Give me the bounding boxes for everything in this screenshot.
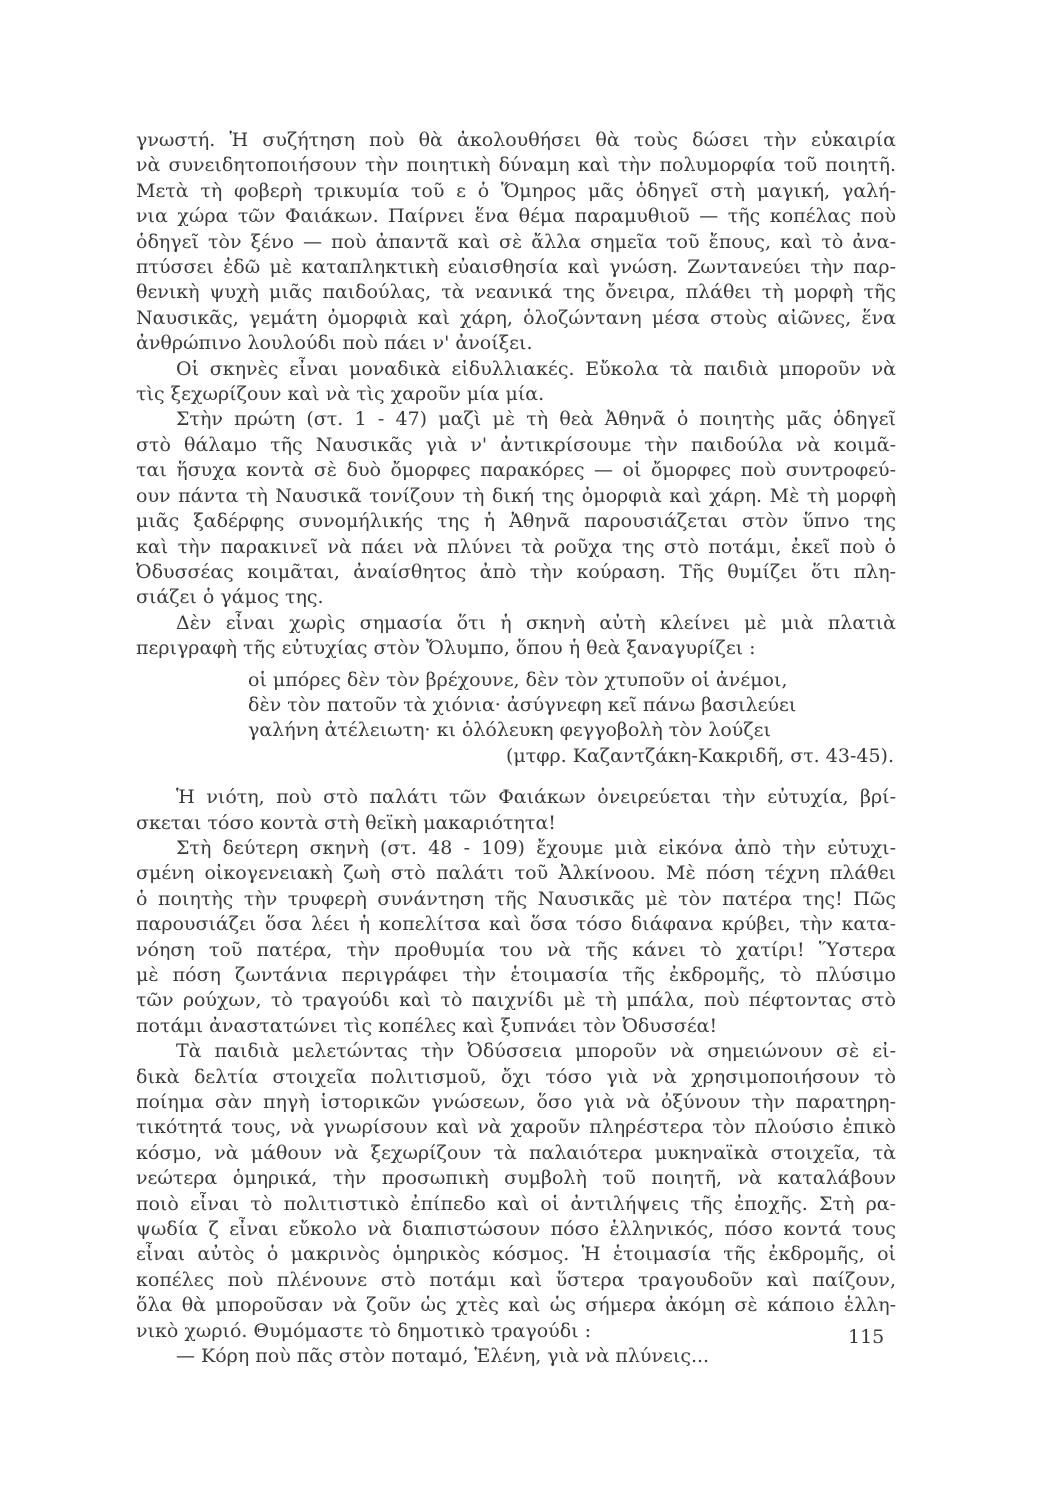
paragraph-4	[136, 611, 896, 662]
text-line: σμένη οἰκογενειακὴ ζωὴ στὸ παλάτι τοῦ Ἀλκίνοου. Μὲ πόση τέχνη πλάθει	[136, 862, 896, 885]
text-line: Τὰ παιδιὰ μελετώντας τὴν Ὀδύσσεια μποροῦν νὰ σημειώνουν σὲ εἰ-	[176, 1040, 896, 1063]
text-line: δικὰ δελτία στοιχεῖα πολιτισμοῦ, ὄχι τόσο γιὰ νὰ χρησιμοποιήσουν τὸ	[136, 1065, 896, 1088]
text-line: θενικὴ ψυχὴ μιᾶς παιδούλας, τὰ νεανικά της ὄνειρα, πλάθει τὴ μορφὴ τῆς	[136, 281, 896, 304]
text-line: πτύσσει ἐδῶ μὲ καταπληκτικὴ εὐαισθησία καὶ γνώση. Ζωντανεύει τὴν παρ-	[136, 256, 896, 279]
poem-credit: (μτφρ. Καζαντζάκη-Κακριδῆ, στ. 43-45).	[505, 744, 894, 767]
text-line: ται ἥσυχα κοντὰ σὲ δυὸ ὄμορφες παρακόρες — οἱ ὄμορφες ποὺ συντροφεύ-	[136, 459, 896, 482]
text-line: καὶ τὴν παρακινεῖ νὰ πάει νὰ πλύνει τὰ ροῦχα της στὸ ποτάμι, ἐκεῖ ποὺ ὁ	[136, 535, 896, 558]
text-line: ὁδηγεῖ τὸν ξένο — ποὺ ἀπαντᾶ καὶ σὲ ἄλλα σημεῖα τοῦ ἔπους, καὶ τὸ ἀνα-	[136, 230, 896, 253]
spacer	[136, 775, 896, 785]
text-line: τὶς ξεχωρίζουν καὶ νὰ τὶς χαροῦν μία μία.	[136, 383, 545, 406]
song-quote	[136, 1344, 896, 1369]
text-line: ποίημα σὰν πηγὴ ἱστορικῶν γνώσεων, ὅσο γιὰ νὰ ὀξύνουν τὴν παρατηρη-	[136, 1091, 896, 1114]
text-line: Ὀδυσσέας κοιμᾶται, ἀναίσθητος ἀπὸ τὴν κούραση. Τῆς θυμίζει ὅτι πλη-	[136, 560, 896, 583]
poem-line: γαλήνη ἀτέλειωτη· κι ὁλόλευκη φεγγοβολὴ τὸν λούζει	[248, 719, 771, 742]
text-line: Στὴ δεύτερη σκηνὴ (στ. 48 - 109) ἔχουμε μιὰ εἰκόνα ἀπὸ τὴν εὐτυχι-	[176, 836, 896, 859]
text-line: περιγραφὴ τῆς εὐτυχίας στὸν Ὄλυμπο, ὅπου ἡ θεὰ ξαναγυρίζει :	[136, 637, 756, 660]
text-line: ουν πάντα τὴ Ναυσικᾶ τονίζουν τὴ δική της ὀμορφιὰ καὶ χάρη. Μὲ τὴ μορφὴ	[136, 484, 896, 507]
text-line: στὸ θάλαμο τῆς Ναυσικᾶς γιὰ ν' ἀντικρίσουμε τὴν παιδούλα νὰ κοιμᾶ-	[136, 433, 896, 456]
text-line: Ναυσικᾶς, γεμάτη ὀμορφιὰ καὶ χάρη, ὁλοζώντανη μέσα στοὺς αἰῶνες, ἕνα	[136, 306, 896, 329]
text-line: μιᾶς ξαδέρφης συνομήλικής της ἡ Ἀθηνᾶ παρουσιάζεται στὸν ὕπνο της	[136, 510, 896, 533]
text-line: ὁ ποιητὴς τὴν τρυφερὴ συνάντηση τῆς Ναυσικᾶς μὲ τὸν πατέρα της! Πῶς	[136, 887, 896, 910]
text-line: κόσμο, νὰ μάθουν νὰ ξεχωρίζουν τὰ παλαιότερα μυκηναϊκὰ στοιχεῖα, τὰ	[136, 1141, 896, 1164]
text-line: Ἡ νιότη, ποὺ στὸ παλάτι τῶν Φαιάκων ὀνειρεύεται τὴν εὐτυχία, βρί-	[176, 786, 896, 809]
text-line: τικότητά τους, νὰ γνωρίσουν καὶ νὰ χαροῦν πληρέστερα τὸν πλούσιο ἐπικὸ	[136, 1116, 896, 1139]
song-line: — Κόρη ποὺ πᾶς στὸν ποταμό, Ἑλένη, γιὰ νὰ πλύνεις...	[176, 1345, 710, 1368]
text-line: μὲ πόση ζωντάνια περιγράφει τὴν ἑτοιμασία τῆς ἐκδρομῆς, τὸ πλύσιμο	[136, 964, 896, 986]
page-number: 115	[848, 1326, 885, 1348]
paragraph-1	[136, 128, 896, 357]
text-line: ποιὸ εἶναι τὸ πολιτιστικὸ ἐπίπεδο καὶ οἱ ἀντιλήψεις τῆς ἐποχῆς. Στὴ ρα-	[136, 1192, 896, 1215]
text-line: ἀνθρώπινο λουλούδι ποὺ πάει ν' ἀνοίξει.	[136, 332, 533, 355]
text-line: κοπέλες ποὺ πλένουνε στὸ ποτάμι καὶ ὕστερα τραγουδοῦν καὶ παίζουν,	[136, 1268, 896, 1291]
text-line: νικὸ χωριό. Θυμόμαστε τὸ δημοτικὸ τραγούδι :	[136, 1319, 592, 1342]
paragraph-2	[136, 357, 896, 408]
paragraph-6	[136, 836, 896, 1039]
text-line: γνωστή. Ἡ συζήτηση ποὺ θὰ ἀκολουθήσει θὰ τοὺς δώσει τὴν εὐκαιρία	[136, 129, 896, 151]
poem-quote	[136, 668, 896, 770]
text-line: ψωδία ζ εἶναι εὔκολο νὰ διαπιστώσουν πόσο ἑλληνικός, πόσο κοντά τους	[136, 1218, 896, 1241]
page-body	[136, 128, 896, 1370]
text-line: Οἱ σκηνὲς εἶναι μοναδικὰ εἰδυλλιακές. Εὔκολα τὰ παιδιὰ μποροῦν νὰ	[176, 357, 896, 380]
text-line: Μετὰ τὴ φοβερὴ τρικυμία τοῦ ε ὁ Ὅμηρος μᾶς ὁδηγεῖ στὴ μαγική, γαλή-	[136, 179, 896, 202]
text-line: σιάζει ὁ γάμος της.	[136, 586, 324, 609]
text-line: ὅλα θὰ μποροῦσαν νὰ ζοῦν ὡς χτὲς καὶ ὡς σήμερα ἀκόμη σὲ κάποιο ἑλλη-	[136, 1294, 896, 1317]
poem-line: δὲν τὸν πατοῦν τὰ χιόνια· ἀσύγνεφη κεῖ πάνω βασιλεύει	[248, 693, 797, 716]
text-line: νόηση τοῦ πατέρα, τὴν προθυμία του νὰ τῆς κάνει τὸ χατίρι! Ὕστερα	[136, 938, 896, 961]
text-line: Στὴν πρώτη (στ. 1 - 47) μαζὶ μὲ τὴ θεὰ Ἀθηνᾶ ὁ ποιητὴς μᾶς ὁδηγεῖ	[176, 408, 896, 431]
paragraph-3	[136, 407, 896, 610]
paragraph-7	[136, 1039, 896, 1344]
paragraph-5	[136, 785, 896, 836]
text-line: τῶν ρούχων, τὸ τραγούδι καὶ τὸ παιχνίδι μὲ τὴ μπάλα, ποὺ πέφτοντας στὸ	[136, 989, 896, 1012]
text-line: παρουσιάζει ὅσα λέει ἡ κοπελίτσα καὶ ὅσα τόσο διάφανα κρύβει, τὴν κατα-	[136, 913, 896, 936]
text-line: νεώτερα ὁμηρικά, τὴν προσωπικὴ συμβολὴ τοῦ ποιητῆ, νὰ καταλάβουν	[136, 1167, 896, 1190]
text-line: ποτάμι ἀναστατώνει τὶς κοπέλες καὶ ξυπνάει τὸν Ὀδυσσέα!	[136, 1014, 718, 1037]
text-line: σκεται τόσο κοντὰ στὴ θεϊκὴ μακαριότητα!	[136, 811, 556, 834]
text-line: νια χώρα τῶν Φαιάκων. Παίρνει ἕνα θέμα παραμυθιοῦ — τῆς κοπέλας ποὺ	[136, 205, 896, 228]
text-line: εἶναι αὐτὸς ὁ μακρινὸς ὁμηρικὸς κόσμος. Ἡ ἑτοιμασία τῆς ἐκδρομῆς, οἱ	[136, 1243, 896, 1266]
poem-line: οἱ μπόρες δὲν τὸν βρέχουνε, δὲν τὸν χτυποῦν οἱ ἀνέμοι,	[248, 668, 788, 691]
text-line: Δὲν εἶναι χωρὶς σημασία ὅτι ἡ σκηνὴ αὐτὴ κλείνει μὲ μιὰ πλατιὰ	[176, 611, 896, 634]
text-line: νὰ συνειδητοποιήσουν τὴν ποιητικὴ δύναμη καὶ τὴν πολυμορφία τοῦ ποιητῆ.	[136, 154, 896, 177]
